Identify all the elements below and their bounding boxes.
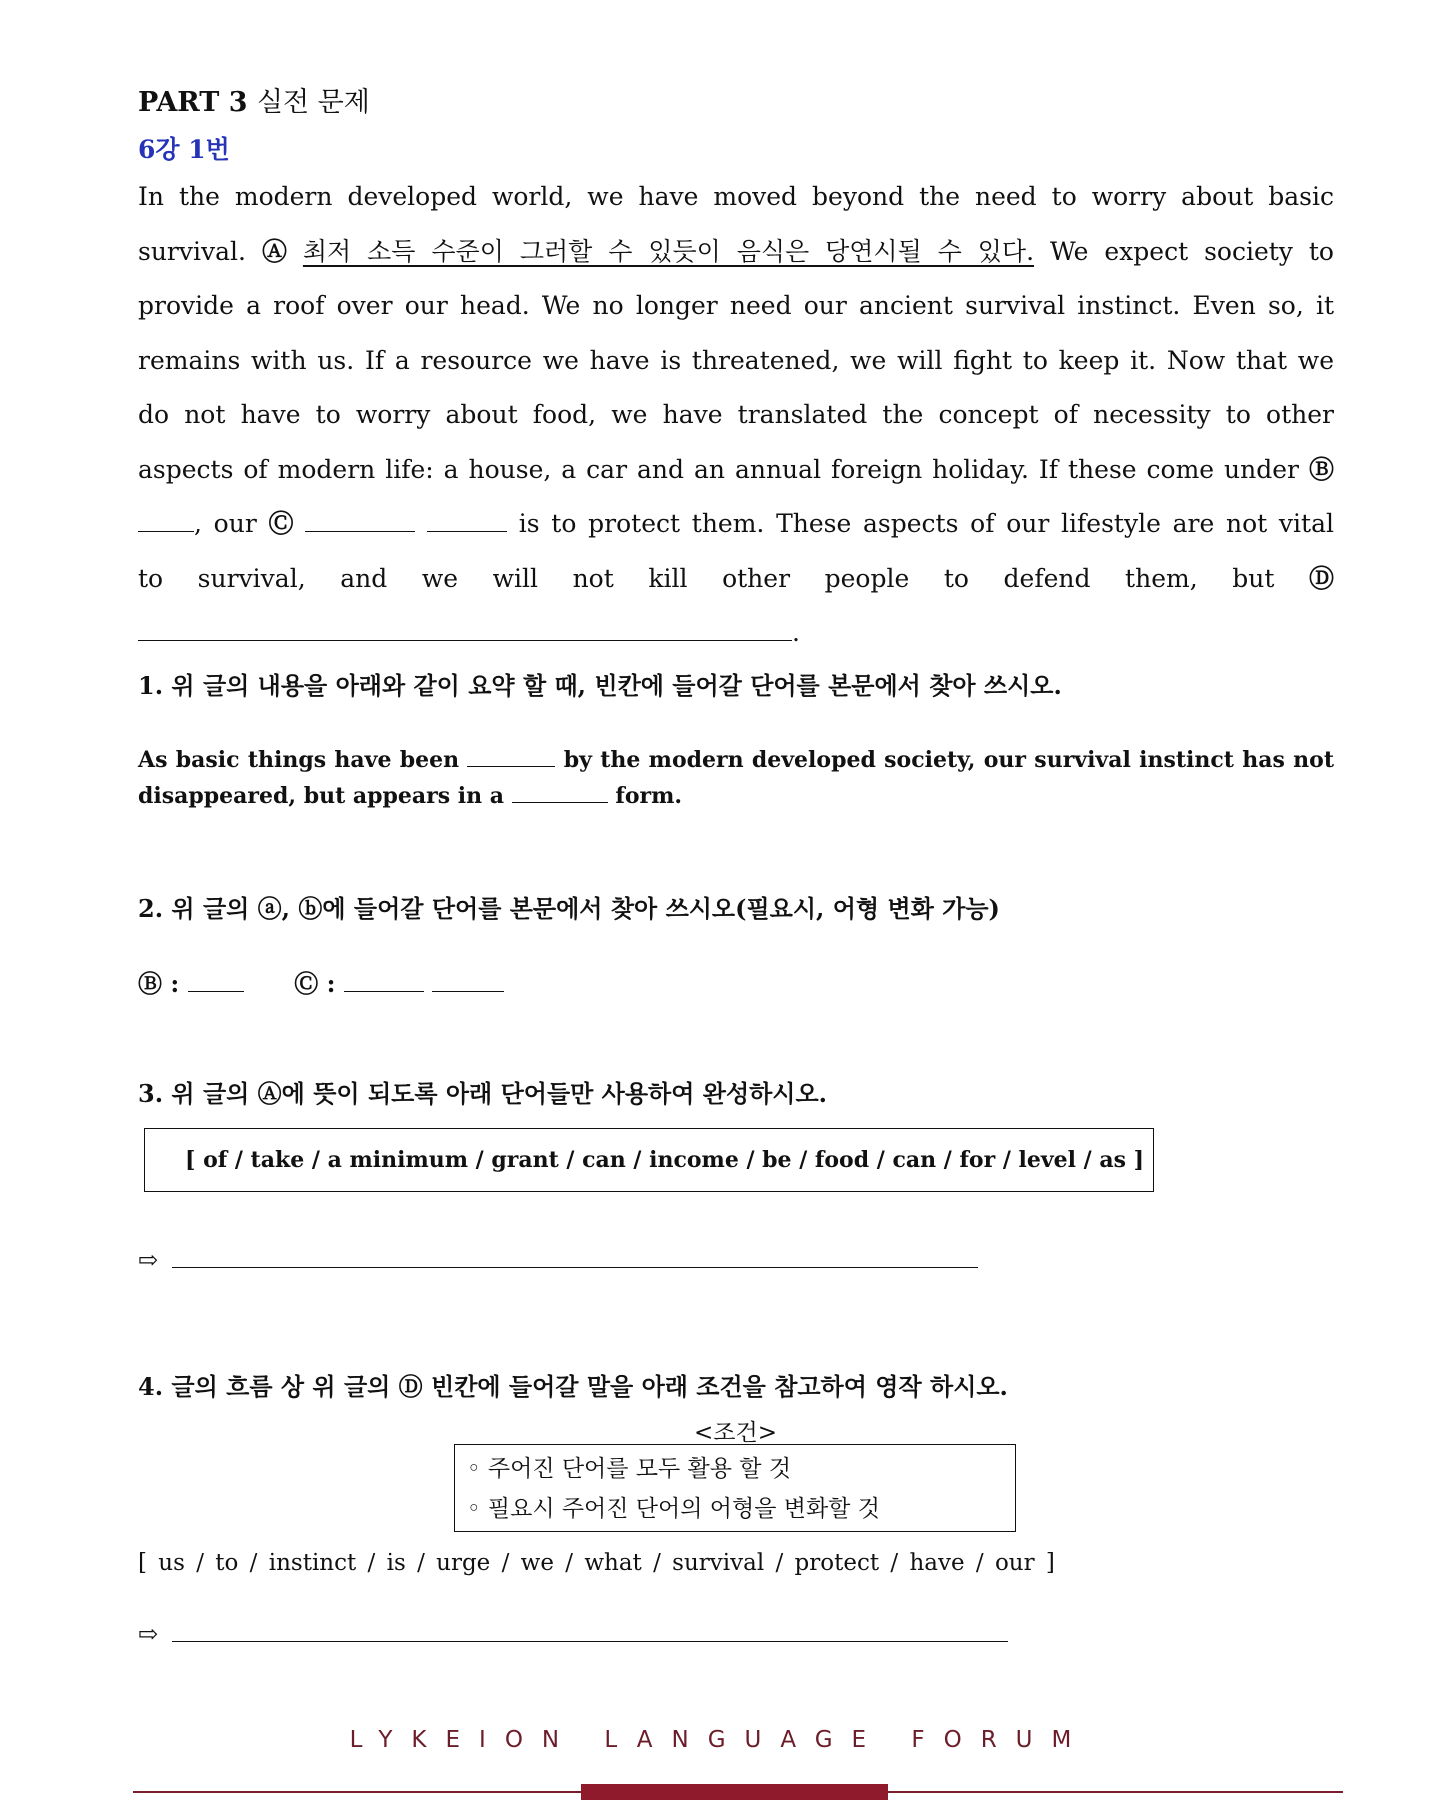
question-3-text: 위 글의 Ⓐ에 뜻이 되도록 아래 단어들만 사용하여 완성하시오. [171,1079,828,1108]
summary-part-2: by the modern developed society, our survival instinct has not disappeared, but appears in a [138,747,1334,809]
question-2-prompt [138,889,1000,924]
question-2-text: 위 글의 ⓐ, ⓑ에 들어갈 단어를 본문에서 찾아 쓰시오(필요시, 어형 변화 가능) [171,894,1000,923]
question-4-word-bank: [ us / to / instinct / is / urge / we / what / survival / protect / have / our ] [138,1550,1055,1576]
question-4-text: 글의 흐름 상 위 글의 Ⓓ 빈칸에 들어갈 말을 아래 조건을 참고하여 영작 하시오. [171,1372,1008,1401]
passage-sentence-3: , our [194,509,257,538]
reading-passage [138,170,1334,661]
condition-item-2: ◦ 필요시 주어진 단어의 어형을 변화할 것 [467,1496,880,1522]
condition-item-1: ◦ 주어진 단어를 모두 활용 할 것 [467,1456,792,1482]
question-1-number: 1. [138,671,164,700]
condition-title: <조건> [694,1420,777,1446]
question-3-prompt [138,1074,827,1109]
answer-blank-c-1[interactable] [344,973,424,992]
summary-blank-1[interactable] [467,748,555,767]
summary-part-1: As basic things have been [138,747,460,773]
part-title [138,80,370,119]
question-2-answers [138,964,504,999]
summary-blank-2[interactable] [512,784,608,803]
question-1-summary [138,742,1334,814]
marker-b: Ⓑ [1308,454,1334,484]
part-label: PART 3 [138,87,248,118]
blank-c-2[interactable] [427,509,507,532]
answer-underline[interactable] [172,1639,1008,1642]
question-4-prompt [138,1367,1008,1402]
marker-d: Ⓓ [1308,563,1334,593]
footer-brand: LYKEION LANGUAGE FORUM [349,1727,1091,1753]
answer-blank-c-2[interactable] [432,973,504,992]
underlined-korean-sentence: 최저 소득 수준이 그러할 수 있듯이 음식은 당연시될 수 있다. [302,236,1035,266]
passage-sentence-4: is to protect them. These aspects of our lifestyle are not vital to survival, and we will not kill other people to defend them, but [138,509,1334,593]
question-3-number: 3. [138,1079,164,1108]
blank-b[interactable] [138,509,194,532]
question-2-number: 2. [138,894,164,923]
summary-part-3: form. [615,783,683,809]
condition-box [454,1444,1016,1532]
question-3-word-bank: [ of / take / a minimum / grant / can / income / be / food / can / for / level / as ] [144,1128,1154,1192]
answer-label-b: Ⓑ : [138,969,180,998]
blank-d[interactable] [138,618,792,641]
marker-a: Ⓐ [261,236,287,266]
question-1-text: 위 글의 내용을 아래와 같이 요약 할 때, 빈칸에 들어갈 단어를 본문에서 찾아 쓰시오. [171,671,1062,700]
passage-end: . [792,618,800,647]
answer-underline[interactable] [172,1265,978,1268]
blank-c-1[interactable] [305,509,415,532]
lesson-label: 6강 1번 [138,135,230,164]
question-1-prompt [138,666,1062,701]
arrow-icon: ⇨ [138,1246,159,1274]
answer-blank-b[interactable] [188,973,244,992]
marker-c: Ⓒ [268,509,294,538]
footer-accent-bar [581,1784,888,1800]
question-3-answer-line[interactable] [138,1246,978,1274]
question-4-number: 4. [138,1372,164,1401]
part-subtitle: 실전 문제 [256,87,370,118]
passage-sentence-1: In the modern developed world, we have moved beyond the need to worry about basic survival. [138,182,1334,266]
passage-sentence-2: We expect society to provide a roof over our head. We no longer need our ancient survival instinct. Even so, it remains with us. If a resource we have is threatened, we will fight to keep it. Now that we do not have to worry about food, we have translated the concept of necessity to other aspects of modern life: a house, a car and an annual foreign holiday. If these come under [138,236,1334,484]
question-4-answer-line[interactable] [138,1620,1008,1648]
arrow-icon: ⇨ [138,1620,159,1648]
answer-label-c: Ⓒ : [294,969,336,998]
